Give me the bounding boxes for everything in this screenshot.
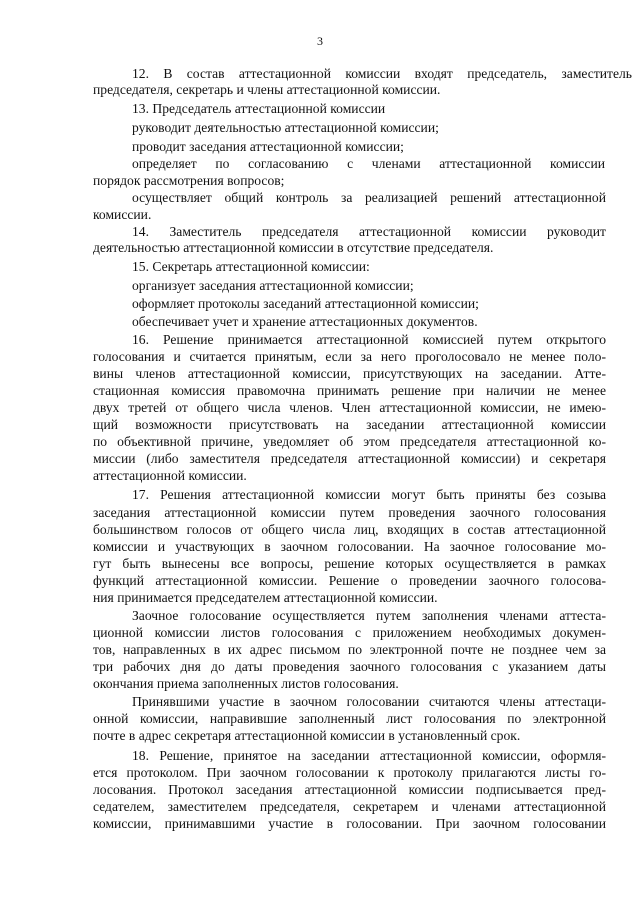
text-line: Заочное голосование осуществляется путем заполнения членами аттеста- bbox=[132, 608, 606, 623]
text-line: лосования. Протокол заседания аттестационной комиссии подписывается пред- bbox=[93, 782, 606, 797]
text-line: седателем, заместителем председателя, секретарем и членами аттестационной bbox=[93, 799, 606, 814]
text-line: комиссии и участвующих в заочном голосовании. На заочное голосование мо- bbox=[93, 539, 606, 554]
text-line: по объективной причине, уведомляет об этом председателя аттестационной ко- bbox=[93, 434, 606, 449]
text-line: проводит заседания аттестационной комиссии; bbox=[132, 139, 404, 154]
text-line: вины членов аттестационной комиссии, присутствующих на заседании. Атте- bbox=[93, 366, 606, 381]
text-line: ется протоколом. При заочном голосовании к протоколу прилагаются листы го- bbox=[93, 765, 606, 780]
text-line: ционной комиссии листов голосования с приложением необходимых докумен- bbox=[93, 625, 606, 640]
text-line: щий возможности присутствовать на заседании аттестационной комиссии bbox=[93, 417, 606, 432]
text-line: большинством голосов от общего числа лиц, входящих в состав аттестационной bbox=[93, 522, 606, 537]
text-line: почте в адрес секретаря аттестационной комиссии в установленный срок. bbox=[93, 728, 521, 743]
text-line: порядок рассмотрения вопросов; bbox=[93, 173, 285, 188]
text-line: 17. Решения аттестационной комиссии могут быть приняты без созыва bbox=[132, 487, 606, 502]
text-line: гут быть вынесены все вопросы, решение которых осуществляется в рамках bbox=[93, 556, 606, 571]
text-line: голосования и считается принятым, если за него проголосовало не менее поло- bbox=[93, 349, 606, 364]
text-line: 12. В состав аттестационной комиссии входят председатель, заместитель bbox=[132, 66, 632, 81]
text-line: определяет по согласованию с членами аттестационной комиссии bbox=[132, 156, 605, 171]
text-line: миссии (либо заместителя председателя аттестационной комиссии) и секретаря bbox=[93, 451, 606, 466]
text-line: обеспечивает учет и хранение аттестационных документов. bbox=[132, 314, 478, 329]
text-line: окончания приема заполненных листов голосования. bbox=[93, 676, 399, 691]
page-number: 3 bbox=[317, 34, 323, 48]
text-line: 16. Решение принимается аттестационной комиссией путем открытого bbox=[132, 332, 606, 347]
text-line: двух третей от общего числа членов. Член аттестационной комиссии, не имею- bbox=[93, 400, 606, 415]
text-line: Принявшими участие в заочном голосовании считаются члены аттестаци- bbox=[132, 694, 606, 709]
text-line: три рабочих дня до даты проведения заочного голосования с указанием даты bbox=[93, 659, 606, 674]
text-line: заседания аттестационной комиссии путем проведения заочного голосования bbox=[93, 505, 606, 520]
text-line: руководит деятельностью аттестационной комиссии; bbox=[132, 120, 439, 135]
text-line: аттестационной комиссии. bbox=[93, 468, 247, 483]
text-line: тов, направленных в их адрес письмом по электронной почте не позднее чем за bbox=[93, 642, 606, 657]
text-line: 15. Секретарь аттестационной комиссии: bbox=[132, 259, 370, 274]
text-line: 14. Заместитель председателя аттестационной комиссии руководит bbox=[132, 224, 606, 239]
text-line: 13. Председатель аттестационной комиссии bbox=[132, 101, 386, 116]
text-line: комиссии. bbox=[93, 207, 152, 222]
text-line: деятельностью аттестационной комиссии в отсутствие председателя. bbox=[93, 240, 494, 255]
text-line: стационная комиссия правомочна принимать решение при наличии не менее bbox=[93, 383, 606, 398]
text-line: комиссии, принимавшими участие в голосовании. При заочном голосовании bbox=[93, 816, 606, 831]
text-line: осуществляет общий контроль за реализацией решений аттестационной bbox=[132, 190, 606, 205]
text-line: председателя, секретарь и члены аттестационной комиссии. bbox=[93, 82, 441, 97]
text-line: организует заседания аттестационной комиссии; bbox=[132, 278, 414, 293]
text-line: онной комиссии, направившие заполненный лист голосования по электронной bbox=[93, 711, 606, 726]
text-line: оформляет протоколы заседаний аттестационной комиссии; bbox=[132, 296, 479, 311]
text-line: ния принимается председателем аттестационной комиссии. bbox=[93, 590, 438, 605]
text-line: 18. Решение, принятое на заседании аттестационной комиссии, оформля- bbox=[132, 748, 606, 763]
text-line: функций аттестационной комиссии. Решение о проведении заочного голосова- bbox=[93, 573, 606, 588]
